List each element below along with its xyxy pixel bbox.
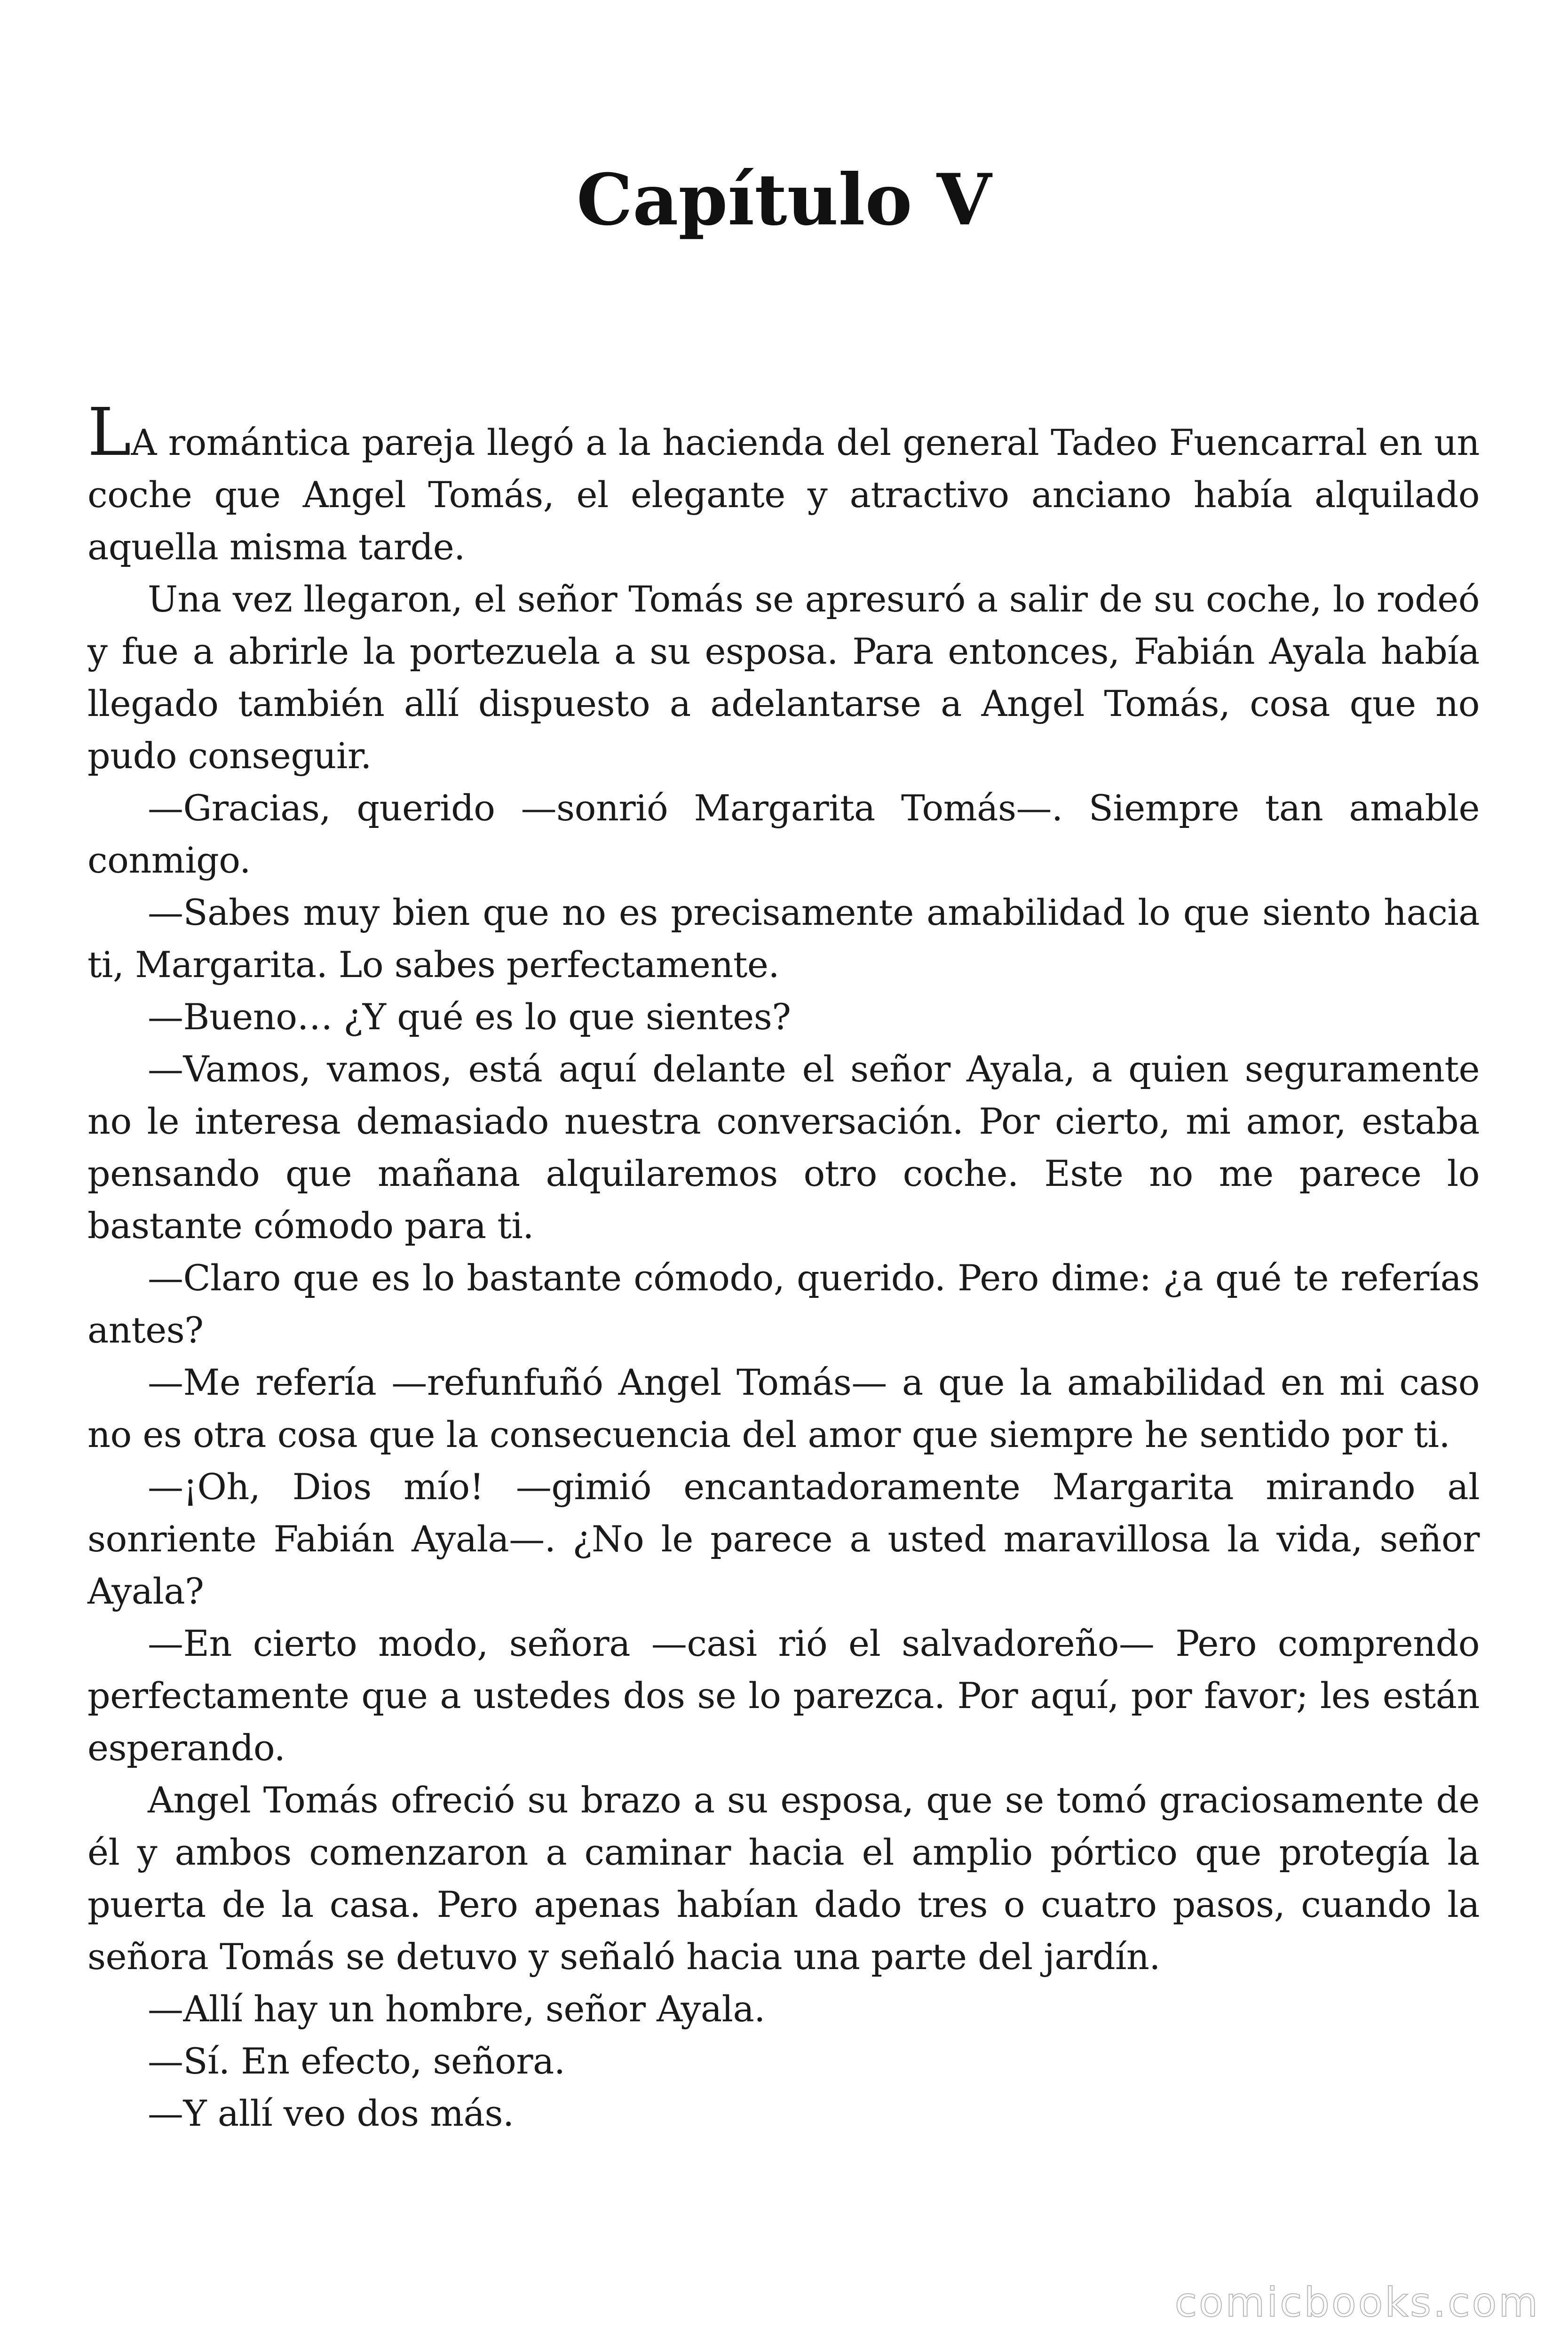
watermark: comicbooks.com: [1174, 2279, 1540, 2326]
paragraph: —Allí hay un hombre, señor Ayala.: [148, 1988, 765, 2030]
paragraph-opening: [87, 394, 1480, 573]
paragraph: —Vamos, vamos, está aquí delante el señor Ayala, a quien seguramente no le interesa demasiado nuestra conversación. Por cierto, mi amor, estaba pensando que mañana alquilaremos otro coche. Este no me parece lo bastante cómodo para ti.: [87, 1048, 1480, 1247]
paragraph: —¡Oh, Dios mío! —gimió encantadoramente Margarita mirando al sonriente Fabián Ayala—. ¿No le parece a usted maravillosa la vida, señor Ayala?: [87, 1466, 1480, 1612]
chapter-body: [87, 394, 1480, 2139]
paragraph: —Claro que es lo bastante cómodo, querido. Pero dime: ¿a qué te referías antes?: [87, 1257, 1480, 1351]
drop-cap: L: [87, 394, 131, 471]
paragraph: —Bueno… ¿Y qué es lo que sientes?: [148, 996, 791, 1038]
paragraph: —Sí. En efecto, señora.: [148, 2040, 565, 2082]
paragraph-text: romántica pareja llegó a la hacienda del general Tadeo Fuencarral en un coche que Angel Tomás, el elegante y atractivo anciano había alquilado aquella misma tarde.: [87, 421, 1480, 568]
paragraph: —En cierto modo, señora —casi rió el salvadoreño— Pero comprendo perfectamente que a ustedes dos se lo parezca. Por aquí, por favor; les están esperando.: [87, 1622, 1480, 1769]
chapter-title: Capítulo V: [576, 159, 992, 241]
paragraph: —Gracias, querido —sonrió Margarita Tomás—. Siempre tan amable conmigo.: [87, 787, 1480, 881]
paragraph: —Sabes muy bien que no es precisamente amabilidad lo que siento hacia ti, Margarita. Lo sabes perfectamente.: [87, 891, 1480, 985]
paragraph: Una vez llegaron, el señor Tomás se apresuró a salir de su coche, lo rodeó y fue a abrirle la portezuela a su esposa. Para entonces, Fabián Ayala había llegado también allí dispuesto a adelantarse a Angel Tomás, cosa que no pudo conseguir.: [87, 578, 1480, 777]
paragraph: Angel Tomás ofreció su brazo a su esposa, que se tomó graciosamente de él y ambos comenzaron a caminar hacia el amplio pórtico que protegía la puerta de la casa. Pero apenas habían dado tres o cuatro pasos, cuando la señora Tomás se detuvo y señaló hacia una parte del jardín.: [87, 1779, 1480, 1978]
paragraph: —Me refería —refunfuñó Angel Tomás— a que la amabilidad en mi caso no es otra cosa que la consecuencia del amor que siempre he sentido por ti.: [87, 1361, 1480, 1455]
small-cap-letter: A: [131, 421, 157, 463]
paragraph: —Y allí veo dos más.: [148, 2092, 514, 2134]
